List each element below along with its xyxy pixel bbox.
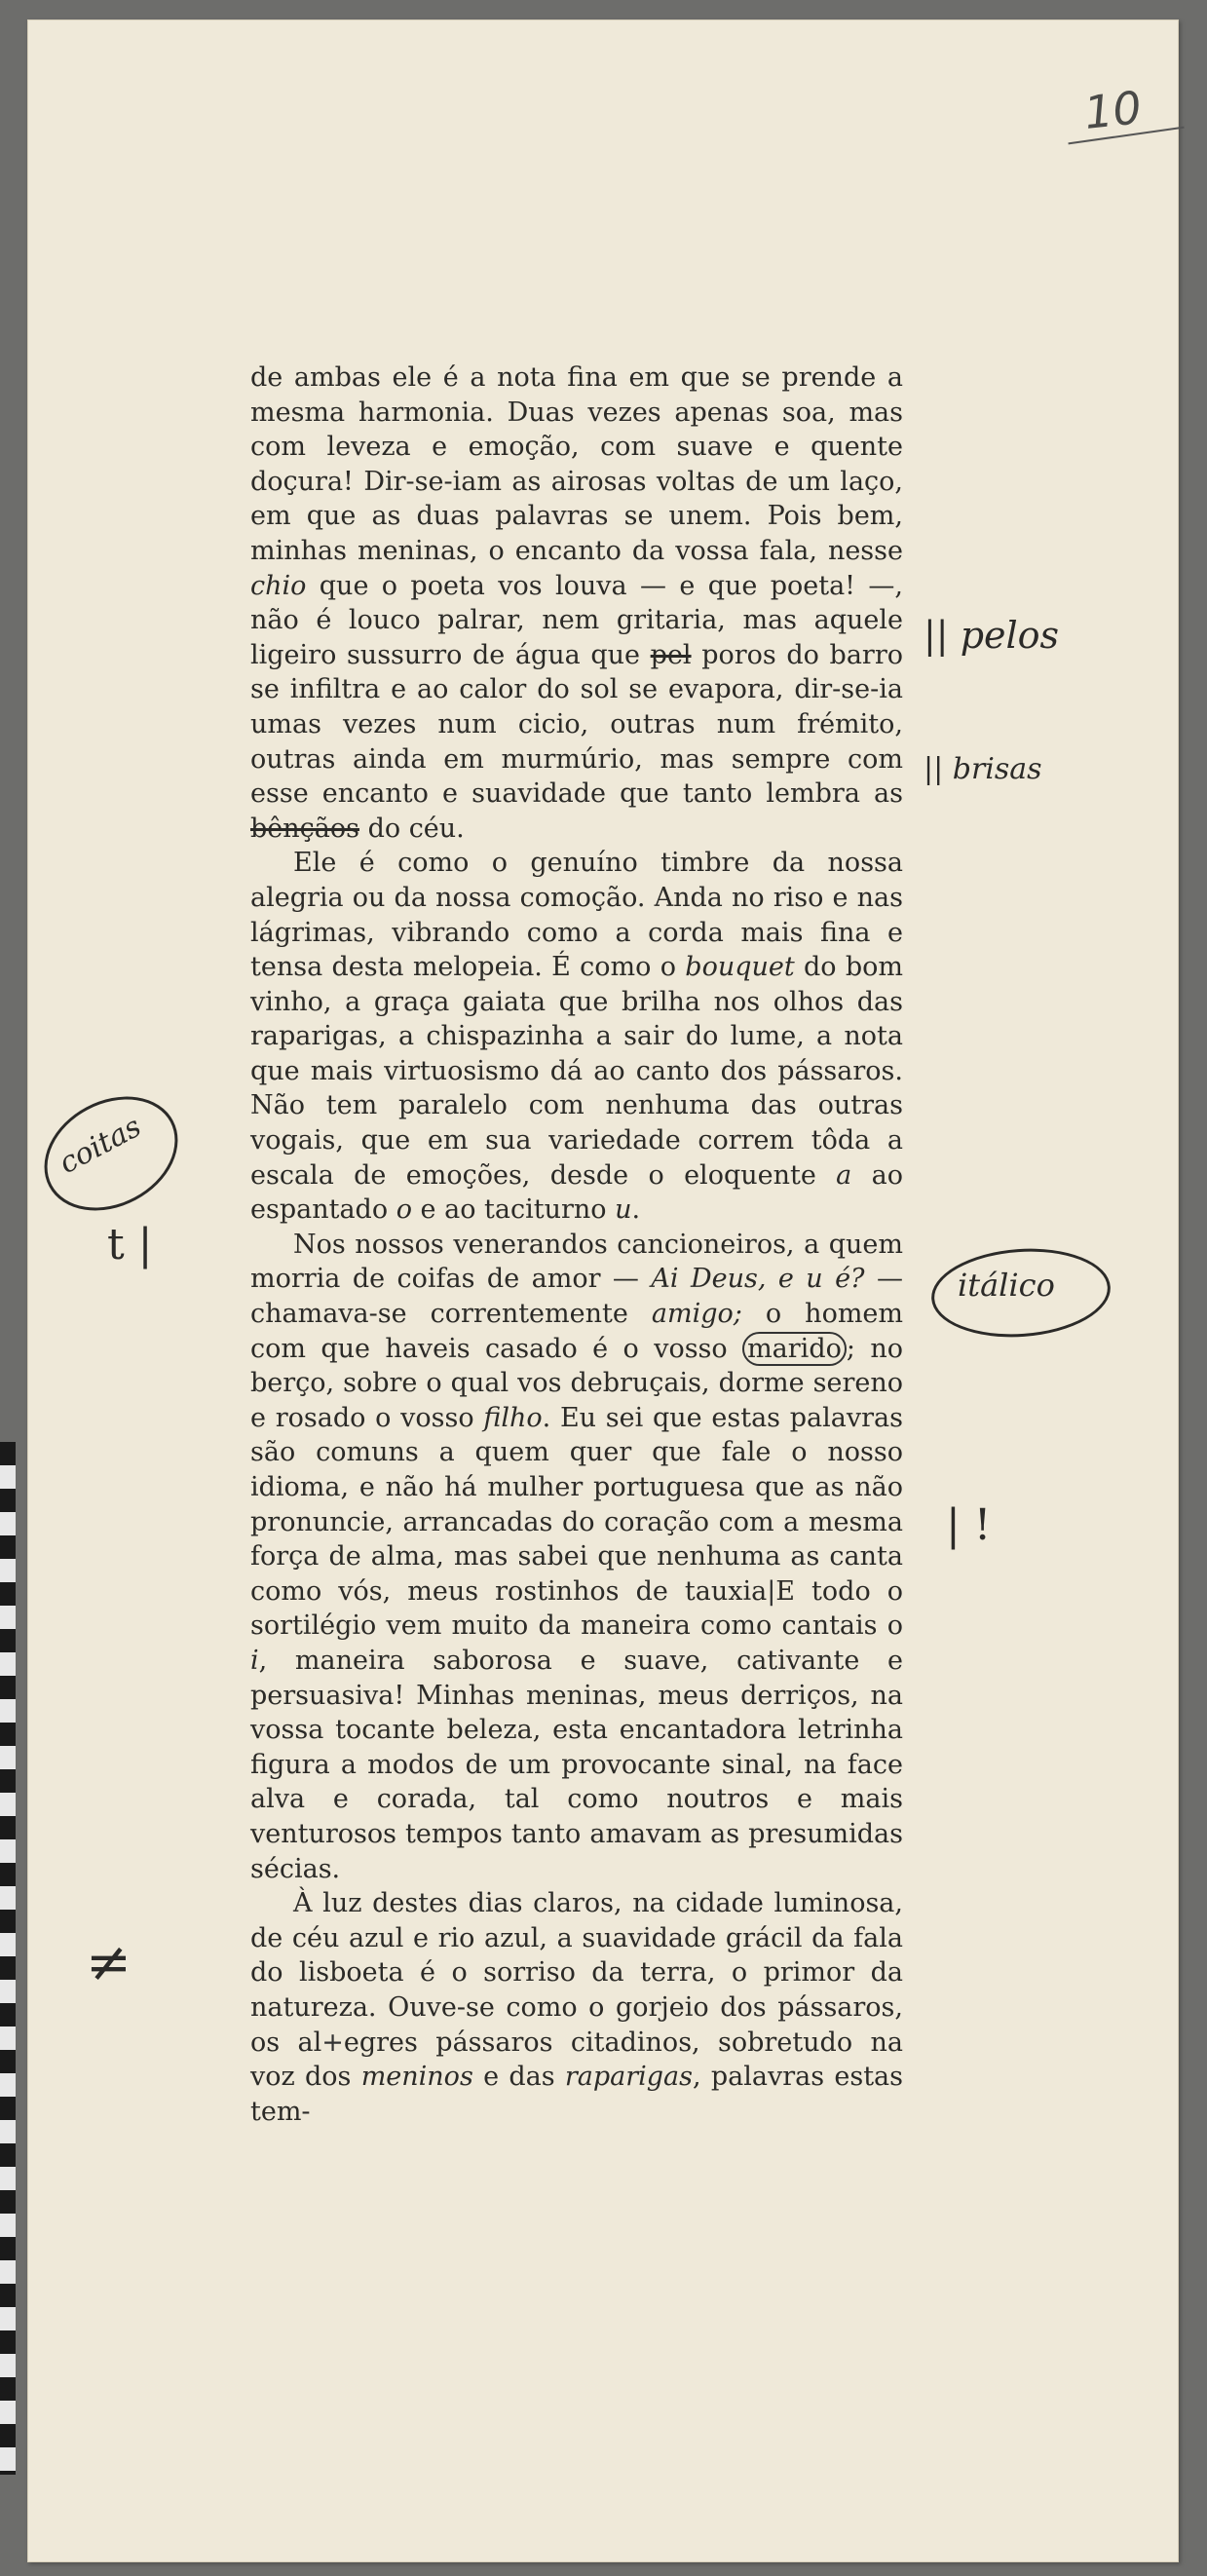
margin-note-brisas: || brisas xyxy=(924,752,1042,786)
document-page xyxy=(27,19,1179,2562)
margin-note-pelos: || pelos xyxy=(924,614,1060,657)
struck-word: pel xyxy=(650,639,692,670)
insertion-mark-icon: || xyxy=(924,752,944,786)
page-number: 10 xyxy=(1081,81,1145,139)
circled-word: marido xyxy=(742,1332,847,1366)
margin-note-exclamation: | ! xyxy=(946,1500,992,1550)
paragraph-3: Nos nossos venerandos cancioneiros, a quem morria de coifas de amor — Ai Deus, e u é? — chamava-se correntemente amigo; o homem com que haveis casado é o vosso marido ; no berço, sobre o qual vos debruçais, dorme sereno e rosado o vosso filho. Eu sei que estas palavras são comuns a quem quer que fale o nosso idioma, e não há mulher portuguesa que as não pronuncie, arrancadas do coração com a mesma força de alma, mas sabei que nenhuma as canta como vós, meus rostinhos de tauxia|E todo o sortilégio vem muito da maneira como cantais o i, maneira saborosa e suave, cativante e persuasiva! Minhas meninas, meus derriços, na vossa tocante beleza, esta encantadora letrinha figura a modos de um provocante sinal, na face alva e corada, tal como noutros e mais venturosos tempos tanto amavam as presumidas sécias. xyxy=(250,1229,904,1884)
insertion-mark-icon: || xyxy=(924,614,949,657)
paragraph-2: Ele é como o genuíno timbre da nossa alegria ou da nossa comoção. Anda no riso e nas lágrimas, vibrando como a corda mais fina e tensa desta melopeia. É como o bouquet do bom vinho, a graça gaiata que brilha nos olhos das raparigas, a chispazinha a sair do lume, a nota que mais virtuosismo dá ao canto dos pássaros. Não tem paralelo com nenhuma das outras vogais, que em sua variedade correm tôda a escala de emoções, desde o eloquente a ao espantado o e ao taciturno u. xyxy=(250,848,903,1226)
margin-note-lowercase-mark: ≠ xyxy=(86,1931,132,1994)
body-text xyxy=(250,360,903,2129)
deletion-mark-icon: + xyxy=(321,2027,344,2058)
margin-note-italico: itálico xyxy=(958,1267,1055,1304)
margin-note-coitas: coitas xyxy=(54,1109,147,1182)
paragraph-4: À luz destes dias claros, na cidade luminosa, de céu azul e rio azul, a suavidade grácil da fala do lisboeta é o sorriso da terra, o primor da natureza. Ouve-se como o gorjeio dos pássaros, os al+egres pássaros citadinos, sobretudo na voz dos meninos e das raparigas, palavras estas tem- xyxy=(250,1888,904,2127)
paragraph-1: de ambas ele é a nota fina em que se prende a mesma harmonia. Duas vezes apenas soa, mas com leveza e emoção, com suave e quente doçura! Dir-se-iam as airosas voltas de um laço, em que as duas palavras se unem. Pois bem, minhas meninas, o encanto da vossa fala, nesse chio que o poeta vos louva — e que poeta! —, não é louco palrar, nem gritaria, mas aquele ligeiro sussurro de água que pel poros do barro se infiltra e ao calor do sol se evapora, dir-se-ia umas vezes num cicio, outras num frémito, outras ainda em murmúrio, mas sempre com esse encanto e suavidade que tanto lembra as bênçãos do céu. xyxy=(250,362,903,844)
insertion-mark-icon: | xyxy=(767,1575,776,1607)
color-calibration-strip xyxy=(0,1442,16,2475)
struck-word: bênçãos xyxy=(250,813,359,844)
margin-note-t: t | xyxy=(107,1220,153,1269)
